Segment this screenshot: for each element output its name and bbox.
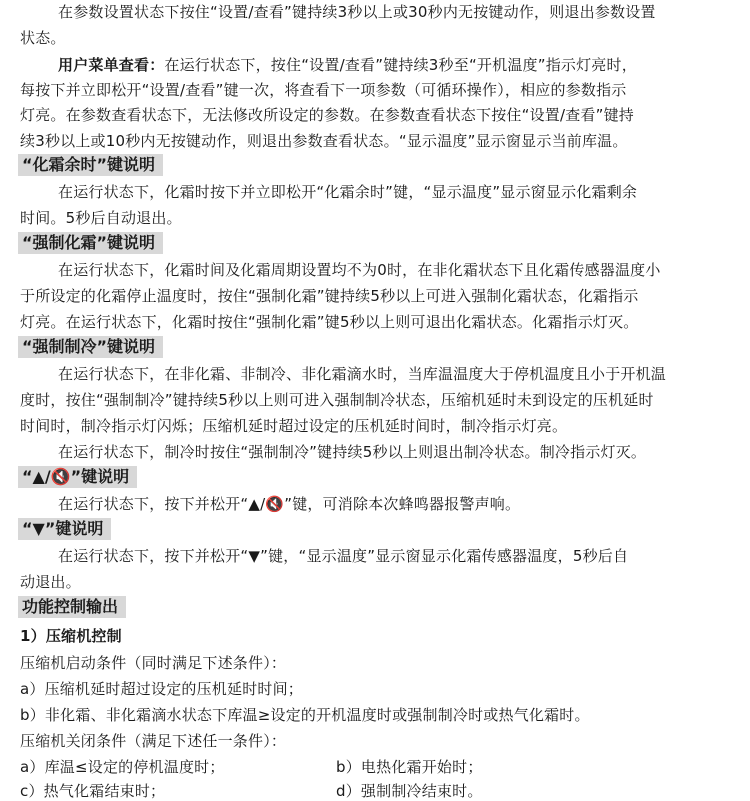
forced-cooling-line-1: 在运行状态下，在非化霜、非制冷、非化霜滴水时，当库温温度大于停机温度且小于开机温: [58, 365, 667, 383]
compressor-stop-conditions: 压缩机关闭条件（满足下述任一条件）：: [20, 732, 287, 750]
up-mute-line-1: 在运行状态下，按下并松开“▲/🔇”键，可消除本次蜂鸣器报警声响。: [58, 495, 521, 513]
intro-line-2: 状态。: [20, 29, 66, 47]
defrost-time-key-heading: “化霜余时”键说明: [18, 154, 163, 176]
down-line-1: 在运行状态下，按下并松开“▼”键，“显示温度”显示窗显示化霜传感器温度，5秒后自: [58, 547, 629, 565]
compressor-control-heading: 1）压缩机控制: [20, 627, 122, 645]
compressor-start-a: a）压缩机延时超过设定的压机延时时间；: [20, 680, 303, 698]
function-output-heading: 功能控制输出: [18, 596, 126, 618]
forced-defrost-line-1: 在运行状态下，化霜时间及化霜周期设置均不为0时，在非化霜状态下且化霜传感器温度小: [58, 261, 661, 279]
compressor-start-conditions: 压缩机启动条件（同时满足下述条件）：: [20, 654, 287, 672]
compressor-stop-d: d）强制制冷结束时。: [336, 782, 483, 800]
forced-cooling-line-2: 度时，按住“强制制冷”键持续5秒以上则可进入强制制冷状态，压缩机延时未到设定的压机延时: [20, 391, 654, 409]
up-mute-key-heading: “▲/🔇”键说明: [18, 466, 137, 488]
forced-cooling-line-3: 时间时，制冷指示灯闪烁；压缩机延时超过设定的压机延时间时，制冷指示灯亮。: [20, 417, 568, 435]
user-menu-line-2: 每按下并立即松开“设置/查看”键一次，将查看下一项参数（可循环操作），相应的参数指示: [20, 81, 627, 99]
forced-defrost-line-2: 于所设定的化霜停止温度时，按住“强制化霜”键持续5秒以上可进入强制化霜状态，化霜指示: [20, 287, 639, 305]
defrost-time-line-2: 时间。5秒后自动退出。: [20, 209, 182, 227]
forced-defrost-key-heading: “强制化霜”键说明: [18, 232, 163, 254]
forced-cooling-key-heading: “强制制冷”键说明: [18, 336, 163, 358]
compressor-stop-c: c）热气化霜结束时；: [20, 782, 166, 800]
compressor-start-b: b）非化霜、非化霜滴水状态下库温≥设定的开机温度时或强制制冷时或热气化霜时。: [20, 706, 590, 724]
user-menu-line-4: 续3秒以上或10秒内无按键动作，则退出参数查看状态。“显示温度”显示窗显示当前库温。: [20, 132, 628, 150]
down-line-2: 动退出。: [20, 573, 81, 591]
compressor-stop-a: a）库温≤设定的停机温度时；: [20, 758, 225, 776]
user-menu-line-3: 灯亮。在参数查看状态下，无法修改所设定的参数。在参数查看状态下按住“设置/查看”键持: [20, 106, 634, 124]
user-menu-line-1-text: 在运行状态下，按住“设置/查看”键持续3秒至“开机温度”指示灯亮时，: [164, 56, 637, 74]
user-menu-line-1: [58, 55, 637, 75]
forced-defrost-line-3: 灯亮。在运行状态下，化霜时按住“强制化霜”键5秒以上则可退出化霜状态。化霜指示灯灭。: [20, 313, 639, 331]
down-key-heading: “▼”键说明: [18, 518, 111, 540]
intro-line-1: 在参数设置状态下按住“设置/查看”键持续3秒以上或30秒内无按键动作，则退出参数设置: [58, 3, 656, 21]
forced-cooling-line-4: 在运行状态下，制冷时按住“强制制冷”键持续5秒以上则退出制冷状态。制冷指示灯灭。: [58, 443, 647, 461]
user-menu-label: 用户菜单查看：: [58, 56, 165, 74]
defrost-time-line-1: 在运行状态下，化霜时按下并立即松开“化霜余时”键，“显示温度”显示窗显示化霜剩余: [58, 183, 638, 201]
compressor-stop-b: b）电热化霜开始时；: [336, 758, 483, 776]
